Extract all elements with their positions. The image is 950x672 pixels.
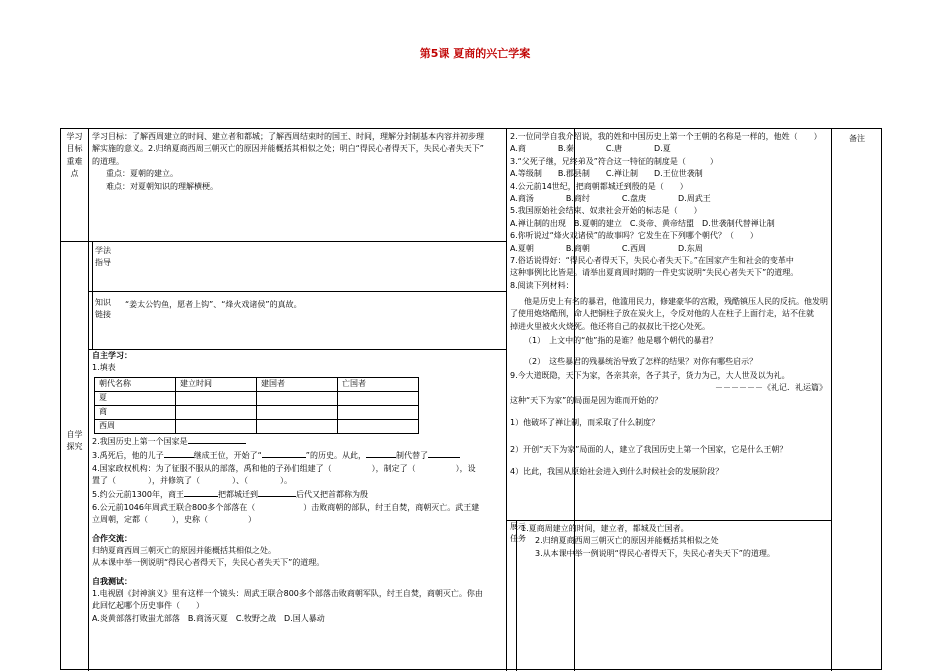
- blank-cell: [257, 391, 338, 405]
- label-link: [89, 297, 117, 341]
- divider: [506, 129, 507, 671]
- task-line: 2.归纳夏商西周三朝灭亡的原因并能概括其相似之处: [535, 536, 719, 546]
- objective-line: 解实施的意义。2.归纳夏商西周三朝灭亡的原因并能概括其相似之处；明白“得民心者得天下，失民心者失天下”: [92, 144, 484, 154]
- dynasty-name: 西周: [95, 419, 176, 433]
- passage-line: 了使用炮烙酷刑，命人把铜柱子放在炭火上，令反对他的人在柱子上面行走，站不住就: [510, 309, 814, 319]
- divider: [61, 241, 507, 242]
- worksheet-table: [60, 128, 882, 670]
- knowledge-link: [125, 299, 505, 319]
- self-study-block: [92, 350, 506, 670]
- sub-question: 这种“天下为家”的局面是因为谁而开始的？: [510, 395, 663, 405]
- exercise-options: A.禅让制的出现 B.夏朝的建立 C.炎帝、黄帝结盟 D.世袭制代替禅让制: [510, 218, 775, 228]
- section-heading: 合作交流：: [92, 533, 132, 543]
- tasks-block: [521, 523, 829, 663]
- column-header: 亡国者: [338, 377, 419, 391]
- question: 置了（ ），并修筑了（ ）、（ ）。: [92, 475, 292, 485]
- column-header: 建国者: [257, 377, 338, 391]
- sub-question: （1） 上文中的“他”指的是谁？他是哪个朝代的暴君？: [524, 336, 718, 346]
- question-text: 3.禹死后，他的儿子: [92, 451, 164, 461]
- dynasty-table: [94, 377, 419, 434]
- divider: [831, 129, 832, 671]
- answer-blank[interactable]: [262, 448, 306, 458]
- answer-blank[interactable]: [184, 487, 218, 497]
- label-method: [89, 245, 117, 289]
- key-point: 重点：夏朝的建立。: [106, 169, 178, 179]
- table-header-row: [95, 377, 419, 391]
- page-title: 第5课 夏商的兴亡学案: [419, 47, 531, 60]
- label-text: 知识链接: [95, 298, 111, 320]
- question: [92, 434, 506, 448]
- objective-line: 的道理。: [92, 156, 124, 166]
- divider: [507, 520, 832, 521]
- blank-cell: [257, 405, 338, 419]
- table-row: [95, 405, 419, 419]
- quote-line: 9.今大道既隐，天下为家，各亲其亲，各子其子，货力为己，大人世及以为礼。: [510, 371, 790, 381]
- label-text: 展示任务: [510, 522, 526, 544]
- section-heading: 自我测试：: [92, 576, 132, 586]
- blank-cell: [176, 405, 257, 419]
- exercise-line: 4.公元前14世纪，把商朝都城迁到殷的是（ ）: [510, 181, 688, 191]
- exercise-options: A.商 B.秦 C.唐 D.夏: [510, 144, 671, 154]
- exercise-line: 3.“父死子继，兄终弟及”符合这一特征的制度是（ ）: [510, 156, 718, 166]
- question-text: 后代又把首都称为殷: [296, 490, 368, 500]
- table-row: [95, 419, 419, 433]
- label-self-study: [61, 429, 88, 469]
- blank-cell: [257, 419, 338, 433]
- passage-line: 他是历史上有名的暴君，他滥用民力，修建豪华的宫殿，残酷镇压人民的反抗。他发明: [524, 297, 828, 307]
- exercise-line: 5.我国原始社会结束、奴隶社会开始的标志是（ ）: [510, 206, 702, 216]
- question-text: 2.我国历史上第一个国家是: [92, 436, 188, 446]
- blank-cell: [338, 419, 419, 433]
- question-text: ”的历史。从此，: [305, 451, 366, 461]
- label-objectives: [61, 131, 88, 241]
- blank-cell: [338, 391, 419, 405]
- exercise-line: 8.阅读下列材料：: [510, 280, 574, 290]
- sub-question: 2）开创“天下为家”局面的人，建立了我国历史上第一个国家，它是什么王朝？: [510, 444, 788, 454]
- task-line: 1.夏商周建立的时间，建立者，都城及亡国者。: [521, 524, 689, 533]
- answer-blank[interactable]: [258, 487, 296, 497]
- question-text: 制代替了: [395, 451, 428, 461]
- sub-question: 1）他破坏了禅让制，而采取了什么制度？: [510, 418, 660, 428]
- label-text: 备注: [849, 134, 865, 143]
- label-text: 学习目标重难点: [66, 132, 83, 179]
- column-header: 建立时间: [176, 377, 257, 391]
- blank-cell: [176, 419, 257, 433]
- column-header: 朝代名称: [95, 377, 176, 391]
- answer-blank[interactable]: [428, 448, 460, 458]
- test-options: A.炎黄部落打败蚩尤部落 B.商汤灭夏 C.牧野之战 D.国人暴动: [92, 613, 325, 623]
- exercise-options: A.商汤 B.商纣 C.盘庚 D.周武王: [510, 193, 711, 203]
- task-line: 3.从本课中举一例说明“得民心者得天下，失民心者失天下”的道理。: [535, 548, 775, 558]
- divider: [88, 129, 89, 671]
- question: 立周朝，定都（ ），史称（ ）: [92, 515, 256, 525]
- objective-line: 学习目标：了解西周建立的时间、建立者和都城；了解西周结束时的国王、时间，理解分封制基本内容并初步理: [92, 132, 484, 141]
- link-text: “姜太公钓鱼，愿者上钩”、“烽火戏诸侯”的真故。: [125, 300, 302, 309]
- answer-blank[interactable]: [164, 448, 194, 458]
- exercise-line: 2.一位同学自我介绍说，我的姓和中国历史上第一个王朝的名称是一样的，他姓（ ）: [510, 132, 822, 141]
- exercise-line: 6.你听说过“烽火戏诸侯”的故事吗？它发生在下列哪个朝代？（ ）: [510, 231, 758, 241]
- objectives-block: [92, 131, 506, 239]
- passage-line: 掉进火里被火火烧死。他还将自己的叔叔比干挖心处死。: [510, 321, 710, 331]
- sub-question: （2） 这些暴君的残暴统治导致了怎样的结果？对你有哪些启示？: [524, 356, 758, 366]
- exercise-line: 这种事例比比皆是。请举出夏商周时期的一件史实说明“失民心者失天下”的道理。: [510, 268, 799, 278]
- question: 1.填表: [92, 363, 116, 373]
- label-text: 自学探究: [66, 430, 83, 452]
- question: 6.公元前1046年周武王联合800多个部落在（ ）击败商朝的部队，纣王自焚，商朝灭亡。武王建: [92, 502, 480, 512]
- answer-blank[interactable]: [366, 448, 396, 458]
- question-text: 5.约公元前1300年，商王: [92, 490, 184, 500]
- question: [92, 487, 506, 501]
- dynasty-name: 夏: [95, 391, 176, 405]
- exercise-options: A.夏朝 B.商朝 C.西周 D.东周: [510, 243, 703, 253]
- exercise-line: 7.俗话说得好：“得民心者得天下，失民心者失天下。”在国家产生和社会的变革中: [510, 255, 794, 265]
- exercise-block: [510, 131, 830, 519]
- label-text: 学法指导: [95, 246, 111, 268]
- quote-source: －－－－－－《礼记．礼运篇》: [715, 383, 827, 393]
- sub-question: 4）比此，我国从原始社会进入到什么时候社会的发展阶段？: [510, 466, 724, 476]
- question-text: 继成王位，开始了“: [193, 451, 262, 461]
- test-line: 1.电视剧《封神演义》里有这样一个镜头：周武王联合800多个部落击败商朝军队，纣王自焚，商朝灭亡。你由: [92, 589, 483, 599]
- section-heading: 自主学习：: [92, 351, 132, 360]
- exercise-options: A.等级制 B.郡县制 C.禅让制 D.王位世袭制: [510, 169, 703, 179]
- blank-cell: [176, 391, 257, 405]
- table-row: [95, 391, 419, 405]
- difficult-point: 难点：对夏朝知识的理解横梗。: [106, 181, 218, 191]
- question: [92, 448, 506, 462]
- divider: [89, 291, 507, 292]
- question-text: 把都城迁到: [218, 490, 258, 500]
- coop-line: 从本课中举一例说明“得民心者得天下，失民心者失天下”的道理。: [92, 558, 325, 568]
- answer-blank[interactable]: [188, 434, 246, 444]
- coop-line: 归纳夏商西周三朝灭亡的原因并能概括其相似之处。: [92, 545, 276, 555]
- blank-cell: [338, 405, 419, 419]
- test-line: 此回忆起哪个历史事件（ ）: [92, 601, 204, 611]
- label-notes: [831, 133, 883, 149]
- dynasty-name: 商: [95, 405, 176, 419]
- question: 4.国家政权机构：为了征服不服从的部落，禹和他的子孙们组建了（ ），制定了（ ），设: [92, 463, 476, 473]
